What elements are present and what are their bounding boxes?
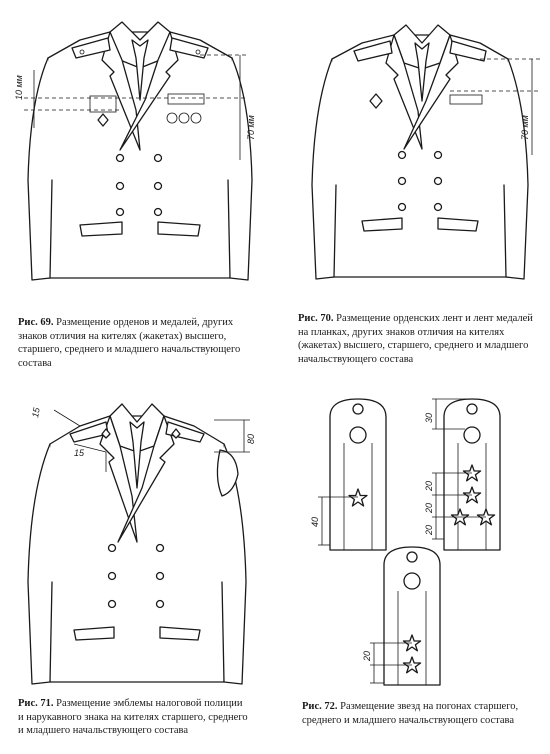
fig70-number: Рис. 70.: [298, 313, 334, 324]
fig71-number: Рис. 71.: [18, 698, 54, 709]
fig69-text: Размещение орденов и медалей, других знаков отличия на кителях (жакетах) высшего, старшего, среднего и младшего начальствующего состава: [18, 317, 241, 369]
fig72-dim-left: 40: [310, 516, 320, 527]
fig69-dim-top: 10 мм: [14, 75, 24, 100]
fig71-caption: [18, 697, 248, 738]
fig72-caption: [302, 700, 534, 727]
fig70-dim-right: 70 мм: [520, 115, 530, 140]
fig72-dim-d4: 20: [362, 650, 372, 661]
figure-71-jacket: [14, 392, 264, 692]
fig70-caption: [298, 312, 538, 366]
shoulder-board-3: [362, 547, 440, 685]
fig72-dim-d1: 20: [424, 480, 434, 491]
fig72-dim-d3: 20: [424, 524, 434, 535]
fig69-number: Рис. 69.: [18, 317, 54, 328]
shoulder-board-1: [310, 399, 386, 550]
fig71-dim-b: 15: [74, 448, 85, 458]
figure-69-jacket: [10, 10, 265, 300]
fig69-dim-right: 70 мм: [246, 115, 256, 140]
figure-70-jacket: [300, 15, 545, 300]
fig72-text: Размещение звезд на погонах старшего, среднего и младшего начальствующего состава: [302, 701, 519, 726]
shoulder-board-2: [424, 399, 500, 550]
figure-72-shoulder-boards: [300, 395, 545, 695]
fig72-dim-top: 30: [424, 412, 434, 423]
fig71-text: Размещение эмблемы налоговой полиции и нарукавного знака на кителях старшего, среднего и младшего начальствующего состава: [18, 698, 248, 736]
fig70-text: Размещение орденских лент и лент медалей на планках, других знаков отличия на кителях (жакетах) высшего, старшего, среднего и младшего начальствующего состава: [298, 313, 533, 365]
fig72-number: Рис. 72.: [302, 701, 338, 712]
fig72-dim-d2: 20: [424, 502, 434, 513]
fig71-dim-a: 15: [30, 406, 42, 419]
fig71-dim-c: 80: [246, 433, 256, 444]
fig69-caption: [18, 316, 250, 370]
